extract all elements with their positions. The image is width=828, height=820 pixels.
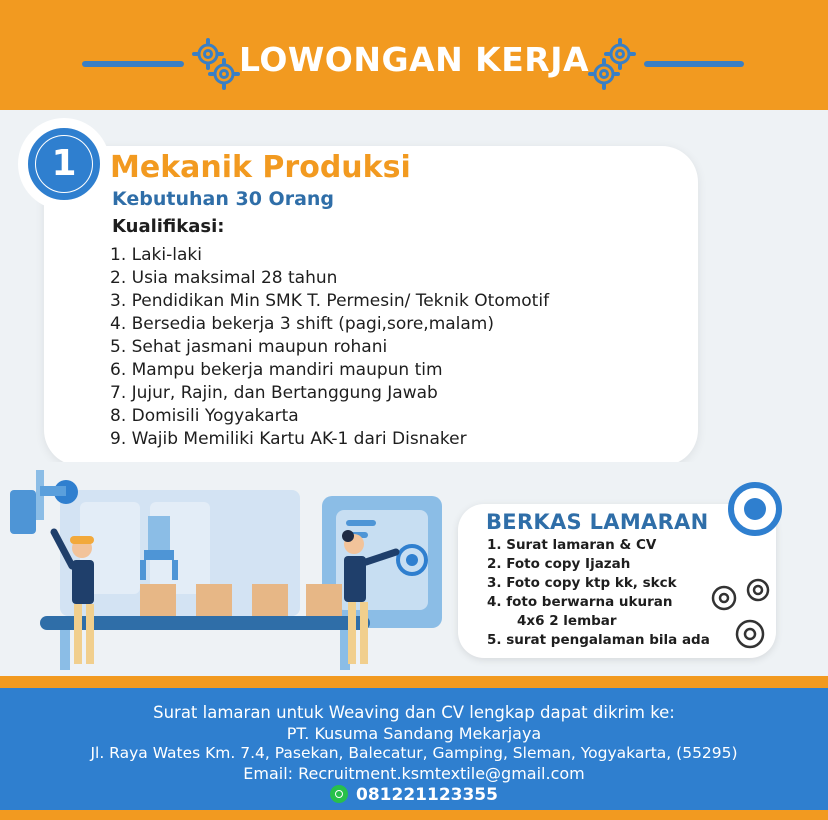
footer-instructions: Surat lamaran untuk Weaving dan CV lengkap dapat dikrim ke: — [153, 703, 675, 722]
footer-email: Email: Recruitment.ksmtextile@gmail.com — [243, 764, 585, 783]
factory-illustration — [0, 462, 470, 676]
header-right-line — [644, 61, 744, 67]
whatsapp-icon — [330, 785, 348, 803]
list-item: 6. Mampu bekerja mandiri maupun tim — [110, 360, 443, 380]
job-needs: Kebutuhan 30 Orang — [112, 188, 335, 210]
list-item: 7. Jujur, Rajin, dan Bertanggung Jawab — [110, 383, 438, 403]
documents-list — [487, 536, 710, 650]
list-item: 5. Sehat jasmani maupun rohani — [110, 337, 388, 357]
gear-icon — [588, 36, 638, 92]
qualifications-list — [110, 244, 549, 451]
job-title: Mekanik Produksi — [110, 150, 411, 185]
list-item: 2. Usia maksimal 28 tahun — [110, 268, 338, 288]
list-item: 4. foto berwarna ukuran — [487, 594, 673, 610]
list-item: 2. Foto copy Ijazah — [487, 556, 631, 572]
header — [0, 30, 828, 100]
qualifications-heading: Kualifikasi: — [112, 216, 225, 237]
header-left-line — [82, 61, 184, 67]
footer-phone-row — [0, 785, 828, 805]
gear-icon — [190, 36, 240, 92]
footer-bottom-stripe — [0, 810, 828, 820]
list-item: 3. Pendidikan Min SMK T. Permesin/ Teknik Otomotif — [110, 291, 550, 311]
list-item: 4x6 2 lembar — [517, 613, 617, 629]
list-item: 5. surat pengalaman bila ada — [487, 632, 710, 648]
footer-address: Jl. Raya Wates Km. 7.4, Pasekan, Balecatur, Gamping, Sleman, Yogyakarta, (55295) — [90, 744, 738, 762]
documents-title: BERKAS LAMARAN — [486, 510, 709, 534]
list-item: 4. Bersedia bekerja 3 shift (pagi,sore,malam) — [110, 314, 495, 334]
list-item: 8. Domisili Yogyakarta — [110, 406, 299, 426]
footer-company: PT. Kusuma Sandang Mekarjaya — [286, 724, 542, 743]
gear-icon — [706, 572, 776, 658]
page-title: LOWONGAN KERJA — [238, 40, 590, 79]
list-item: 1. Laki-laki — [110, 245, 202, 265]
list-item: 3. Foto copy ktp kk, skck — [487, 575, 677, 591]
footer-phone: 081221123355 — [356, 785, 498, 805]
list-item: 1. Surat lamaran & CV — [487, 537, 657, 553]
job-number: 1 — [36, 136, 92, 192]
list-item: 9. Wajib Memiliki Kartu AK-1 dari Disnaker — [110, 429, 467, 449]
footer-top-stripe — [0, 676, 828, 688]
decorative-dot — [744, 498, 766, 520]
